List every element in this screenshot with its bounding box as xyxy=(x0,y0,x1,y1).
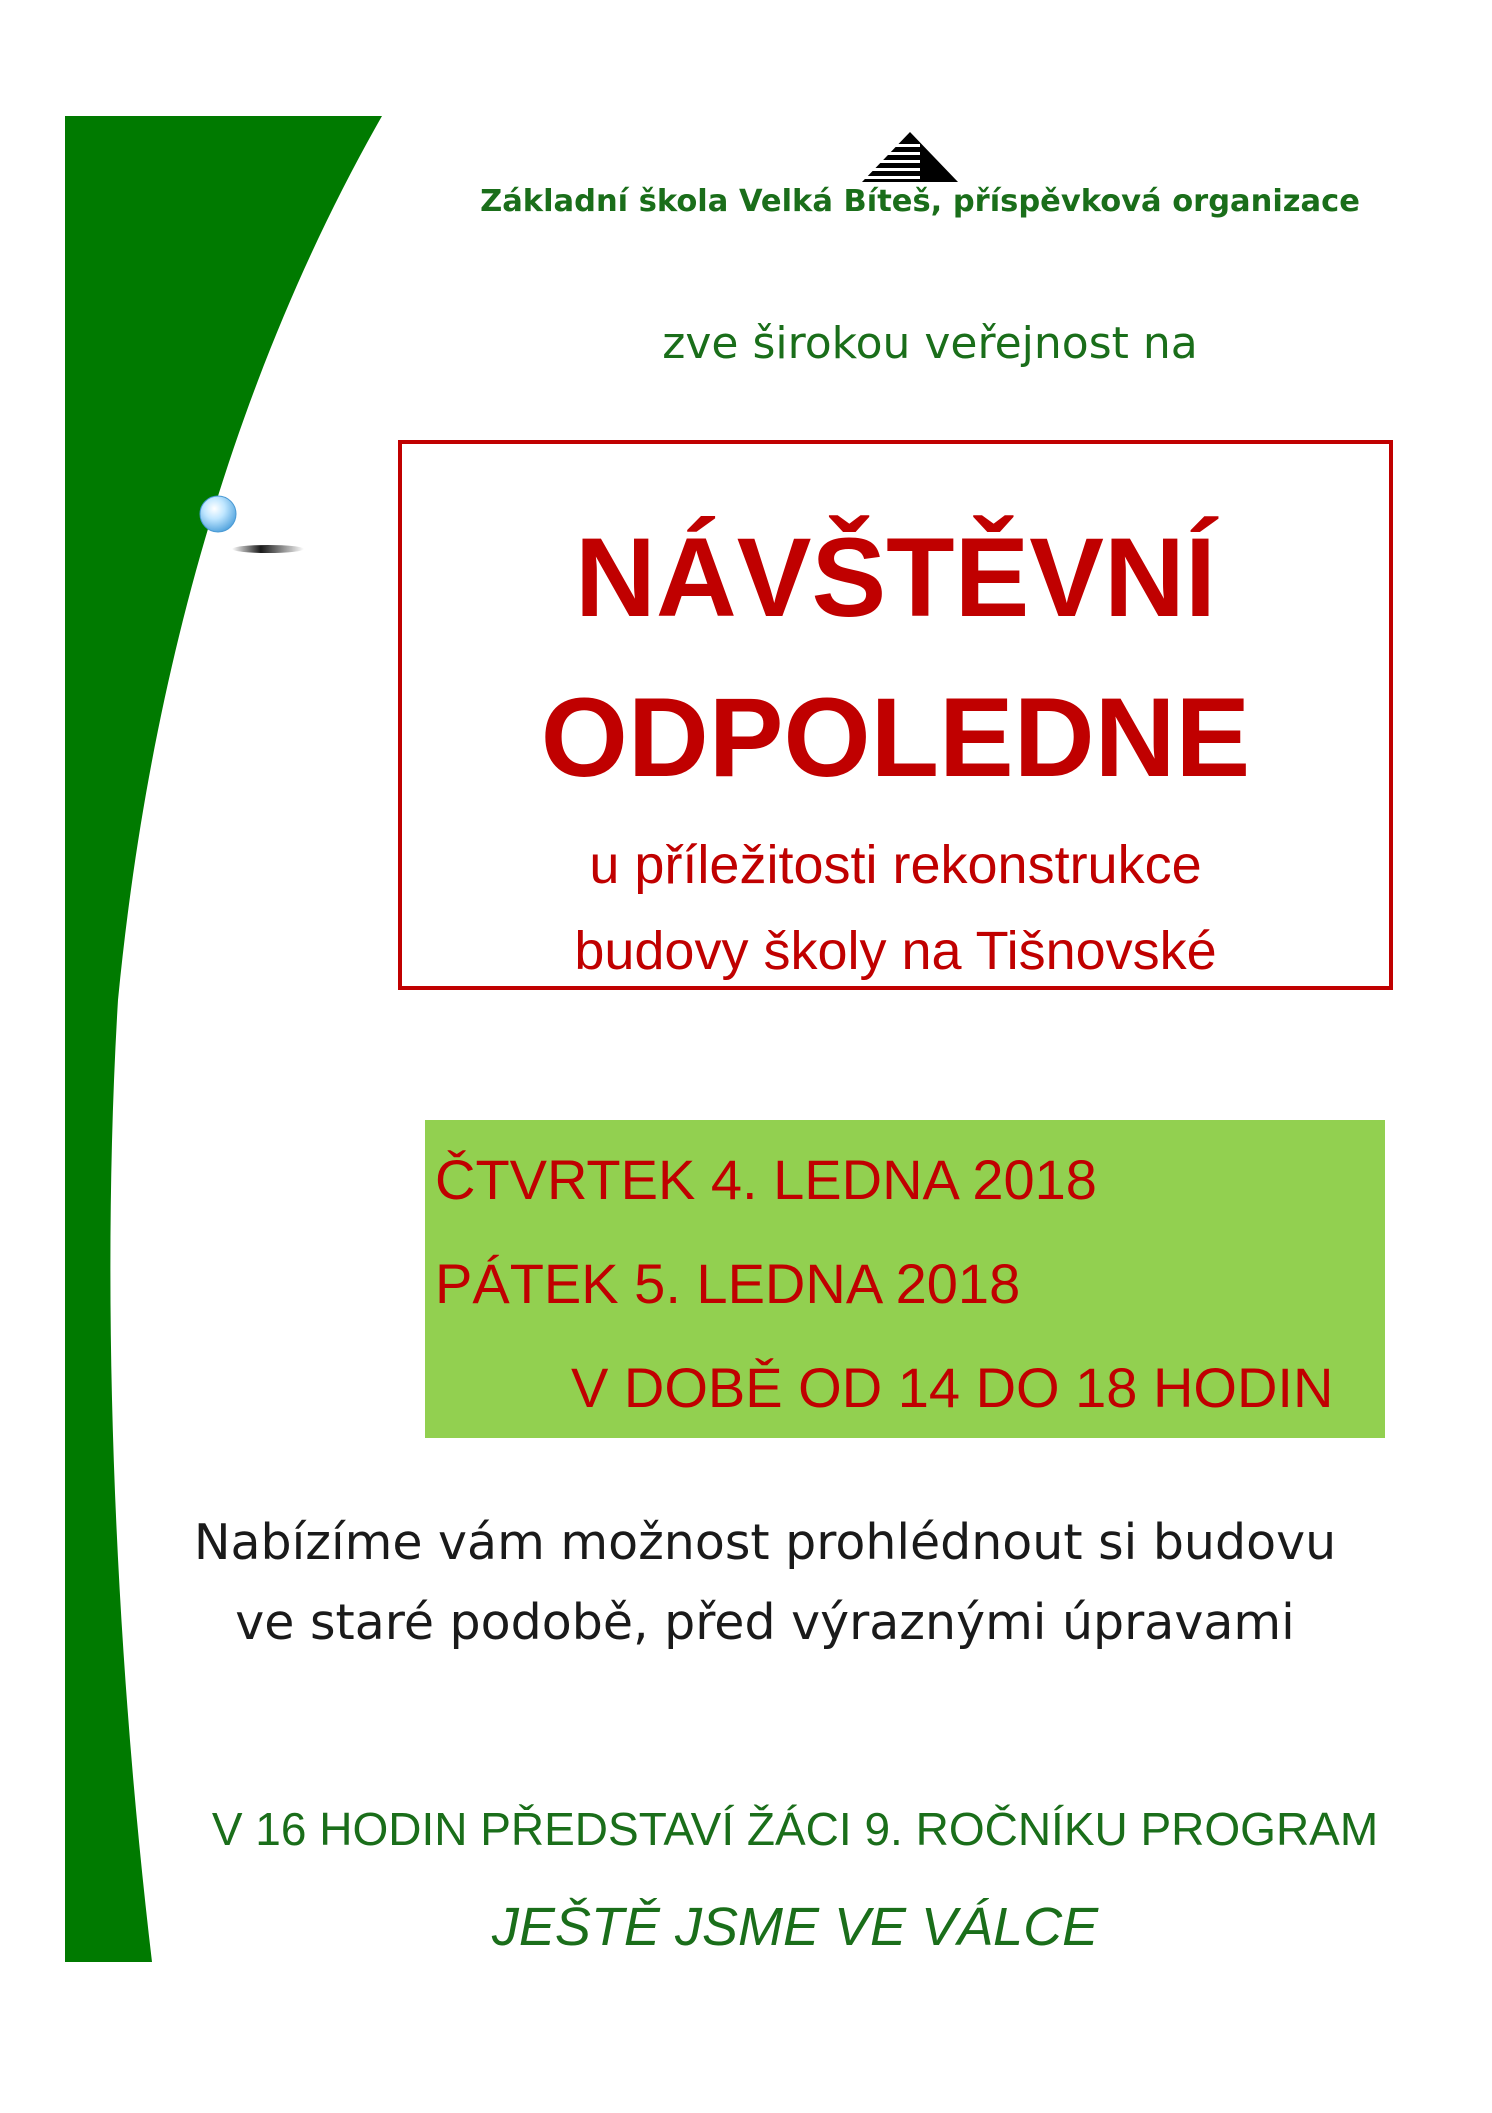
title-line-1: NÁVŠTĚVNÍ xyxy=(575,515,1216,640)
title-box xyxy=(398,440,1393,990)
ball-shadow-icon xyxy=(232,545,304,553)
date-line-thursday: ČTVRTEK 4. LEDNA 2018 xyxy=(435,1148,1097,1211)
curtain-shape xyxy=(65,116,382,1962)
date-box xyxy=(425,1120,1385,1438)
subtitle-line-1: u příležitosti rekonstrukce xyxy=(589,835,1202,895)
offer-line-1: Nabízíme vám možnost prohlédnout si budovu xyxy=(193,1514,1337,1571)
subtitle-line-2: budovy školy na Tišnovské xyxy=(574,921,1217,981)
offer-line-2: ve staré podobě, před výraznými úpravami xyxy=(235,1594,1295,1651)
stepped-pyramid-icon xyxy=(860,130,960,182)
program-announcement: V 16 HODIN PŘEDSTAVÍ ŽÁCI 9. ROČNÍKU PROGRAM xyxy=(211,1803,1379,1855)
blue-ball-icon xyxy=(200,496,236,532)
invitation-text: zve širokou veřejnost na xyxy=(662,318,1198,369)
date-line-friday: PÁTEK 5. LEDNA 2018 xyxy=(435,1252,1021,1315)
play-title: JEŠTĚ JSME VE VÁLCE xyxy=(491,1897,1099,1957)
time-range: V DOBĚ OD 14 DO 18 HODIN xyxy=(571,1356,1334,1419)
school-name: Základní škola Velká Bíteš, příspěvková organizace xyxy=(480,184,1360,219)
title-line-2: ODPOLEDNE xyxy=(540,675,1251,800)
